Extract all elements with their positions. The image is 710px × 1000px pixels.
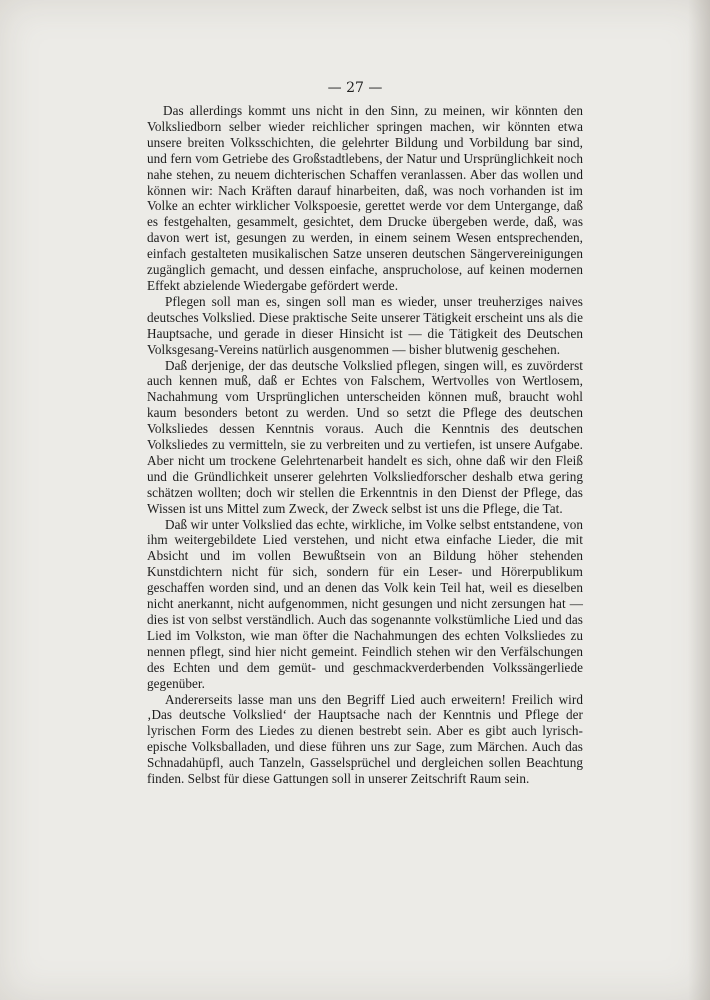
page-edge-shadow [688, 0, 710, 1000]
paragraph-4: Daß wir unter Volkslied das echte, wirkliche, im Volke selbst entstandene, von ihm weitergebildete Lied verstehen, und nicht etwa einfache Lieder, die mit Absicht und im vollen Bewußtsein von an Bildung höher stehenden Kunstdichtern nicht für sich, sondern für ein Leser- und Hörerpublikum geschaffen worden sind, und an denen das Volk kein Teil hat, weil es dieselben nicht anerkannt, nicht aufgenommen, nicht gesungen und nicht zersungen hat — dies ist von selbst verständlich. Auch das sogenannte volkstümliche Lied und das Lied im Volkston, wie man öfter die Nachahmungen des echten Volksliedes zu nennen pflegt, sind hier nicht gemeint. Feindlich stehen wir den Verfälschungen des Echten und dem gemüt- und geschmackverderbenden Volkssängerliede gegenüber. [147, 516, 583, 691]
body-text [147, 103, 583, 787]
paragraph-1: Das allerdings kommt uns nicht in den Sinn, zu meinen, wir könnten den Volksliedborn selber wieder reichlicher springen machen, wir könnten etwa unsere breiten Volksschichten, die gelehrter Bildung und Vorbildung bar sind, und fern vom Getriebe des Großstadtlebens, der Natur und Ursprünglichkeit noch nahe stehen, zu neuem dichterischen Schaffen veranlassen. Aber das wollen und können wir: Nach Kräften darauf hinarbeiten, daß, was noch vorhanden ist im Volke an echter wirklicher Volkspoesie, gerettet werde vor dem Untergange, daß es festgehalten, gesammelt, gesichtet, dem Drucke übergeben werde, daß, was davon wert ist, gesungen zu werden, in einem seinem Wesen entsprechenden, einfach gestalteten musikalischen Satze unseren deutschen Sängervereinigungen zugänglich gemacht, und dessen einfache, ansprucholose, auf keinen modernen Effekt abzielende Wiedergabe gefördert werde. [147, 103, 583, 293]
paragraph-3: Daß derjenige, der das deutsche Volkslied pflegen, singen will, es zuvörderst auch kennen muß, daß er Echtes von Falschem, Wertvolles von Wertlosem, Nachahmung vom Ursprünglichen unterscheiden können muß, braucht wohl kaum besonders betont zu werden. Und so setzt die Pflege des deutschen Volksliedes dessen Kenntnis voraus. Auch die Kenntnis des deutschen Volksliedes zu vermitteln, sie zu verbreiten und zu vertiefen, ist unsere Aufgabe. Aber nicht um trockene Gelehrtenarbeit handelt es sich, ohne daß wir den Fleiß und die Gründlichkeit unserer gelehrten Volksliedforscher deshalb etwa gering schätzen wollten; doch wir stellen die Erkenntnis in den Dienst der Pflege, das Wissen ist uns Mittel zum Zweck, der Zweck selbst ist uns die Pflege, die Tat. [147, 357, 583, 516]
paragraph-5: Andererseits lasse man uns den Begriff Lied auch erweitern! Freilich wird ‚Das deutsche Volkslied‘ der Hauptsache nach der Kenntnis und Pflege der lyrischen Form des Liedes zu dienen bestrebt sein. Aber es gibt auch lyrisch-epische Volksballaden, und diese führen uns zur Sage, zum Märchen. Auch das Schnadahüpfl, auch Tanzeln, Gasselsprüchel und dergleichen sollen Beachtung finden. Selbst für diese Gattungen soll in unserer Zeitschrift Raum sein. [147, 691, 583, 787]
paragraph-2: Pflegen soll man es, singen soll man es wieder, unser treuherziges naives deutsches Volkslied. Diese praktische Seite unserer Tätigkeit erscheint uns als die Hauptsache, und gerade in dieser Hinsicht ist — die Tätigkeit des Deutschen Volksgesang-Vereins natürlich ausgenommen — bisher blutwenig geschehen. [147, 293, 583, 357]
page-number: — 27 — [327, 80, 383, 96]
